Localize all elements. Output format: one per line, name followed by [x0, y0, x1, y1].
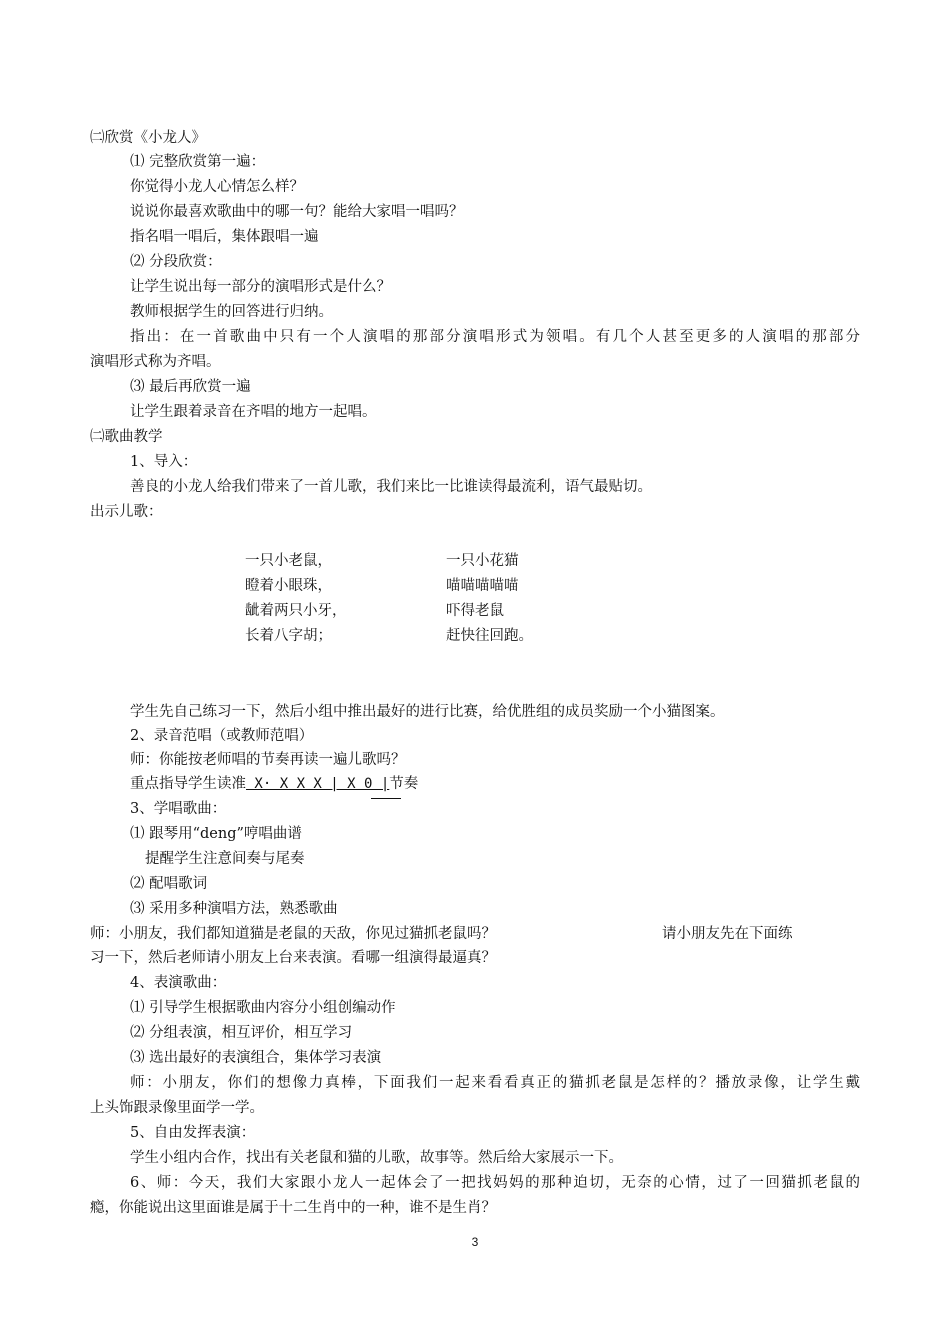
paragraph: 师：你能按老师唱的节奏再读一遍儿歌吗？: [130, 752, 406, 768]
paragraph-continued: 演唱形式称为齐唱。: [90, 354, 221, 370]
step-1: ⑴ 跟琴用“deng”哼唱曲谱: [130, 826, 302, 842]
rhythm-line: [130, 774, 418, 794]
paragraph: 说说你最喜欢歌曲中的哪一句？能给大家唱一唱吗？: [130, 204, 464, 220]
paragraph: 提醒学生注意间奏与尾奏: [145, 851, 305, 867]
paragraph: 师：小朋友，你们的想像力真棒，下面我们一起来看看真正的猫抓老鼠是怎样的？播放录像，让学生戴: [130, 1075, 860, 1091]
paragraph-continued: 瘾，你能说出这里面谁是属于十二生肖中的一种，谁不是生肖？: [90, 1200, 496, 1216]
rhyme-line: 龇着两只小牙，: [245, 603, 347, 619]
step-2: ⑵ 分组表演，相互评价，相互学习: [130, 1025, 353, 1041]
rhyme-line: 一只小花猫: [446, 553, 519, 569]
paragraph-continued: 习一下，然后老师请小朋友上台来表演。看哪一组演得最逼真？: [90, 950, 496, 966]
rhyme-line: 一只小老鼠，: [245, 553, 332, 569]
paragraph: 你觉得小龙人心情怎么样？: [130, 179, 304, 195]
rhythm-beam: [371, 798, 401, 799]
paragraph: 让学生说出每一部分的演唱形式是什么？: [130, 279, 391, 295]
step-3: ⑶ 采用多种演唱方法，熟悉歌曲: [130, 901, 338, 917]
step-2: ⑵ 分段欣赏：: [130, 254, 222, 270]
paragraph: [90, 924, 793, 944]
rhyme-line: 长着八字胡；: [245, 628, 332, 644]
subheading-demo: 2、录音范唱（或教师范唱）: [130, 728, 314, 744]
step-2: ⑵ 配唱歌词: [130, 876, 208, 892]
section-heading-song-teaching: ㈡歌曲教学: [90, 429, 163, 445]
page-number: 3: [471, 1235, 479, 1249]
paragraph-part: 师：小朋友，我们都知道猫是老鼠的天敌，你见过猫抓老鼠吗？: [90, 926, 496, 942]
subheading-perform: 4、表演歌曲：: [130, 975, 227, 991]
rhyme-line: 瞪着小眼珠，: [245, 578, 332, 594]
paragraph-continued: 上头饰跟录像里面学一学。: [90, 1100, 264, 1116]
paragraph: 6、师：今天，我们大家跟小龙人一起体会了一把找妈妈的那种迫切，无奈的心情，过了一回猫抓老鼠的: [130, 1175, 860, 1191]
section-heading-appreciation: ㈡欣赏《小龙人》: [90, 130, 206, 146]
paragraph: 出示儿歌：: [90, 504, 163, 520]
step-3: ⑶ 最后再欣赏一遍: [130, 379, 251, 395]
paragraph: 善良的小龙人给我们带来了一首儿歌，我们来比一比谁读得最流利，语气最贴切。: [130, 479, 652, 495]
subheading-intro: 1、导入：: [130, 454, 198, 470]
subheading-learn: 3、学唱歌曲：: [130, 801, 227, 817]
rhyme-line: 吓得老鼠: [446, 603, 504, 619]
rhyme-line: 喵喵喵喵喵: [446, 578, 519, 594]
paragraph-part: 请小朋友先在下面练: [662, 926, 793, 942]
paragraph: 指出：在一首歌曲中只有一个人演唱的那部分演唱形式为领唱。有几个人甚至更多的人演唱的那部分: [130, 329, 860, 345]
paragraph: 学生小组内合作，找出有关老鼠和猫的儿歌，故事等。然后给大家展示一下。: [130, 1150, 623, 1166]
step-3: ⑶ 选出最好的表演组合，集体学习表演: [130, 1050, 382, 1066]
subheading-free-performance: 5、自由发挥表演：: [130, 1125, 256, 1141]
rhythm-notation: X· X X X | X 0 |: [246, 776, 390, 792]
rhyme-line: 赶快往回跑。: [446, 628, 533, 644]
rhythm-suffix: 节奏: [389, 776, 419, 792]
paragraph: 教师根据学生的回答进行归纳。: [130, 304, 333, 320]
paragraph: 让学生跟着录音在齐唱的地方一起唱。: [130, 404, 377, 420]
paragraph: 指名唱一唱后，集体跟唱一遍: [130, 229, 319, 245]
step-1: ⑴ 引导学生根据歌曲内容分小组创编动作: [130, 1000, 396, 1016]
rhythm-label: 重点指导学生读准: [130, 776, 246, 792]
step-1: ⑴ 完整欣赏第一遍：: [130, 154, 266, 170]
paragraph: 学生先自己练习一下，然后小组中推出最好的进行比赛，给优胜组的成员奖励一个小猫图案。: [130, 704, 725, 720]
